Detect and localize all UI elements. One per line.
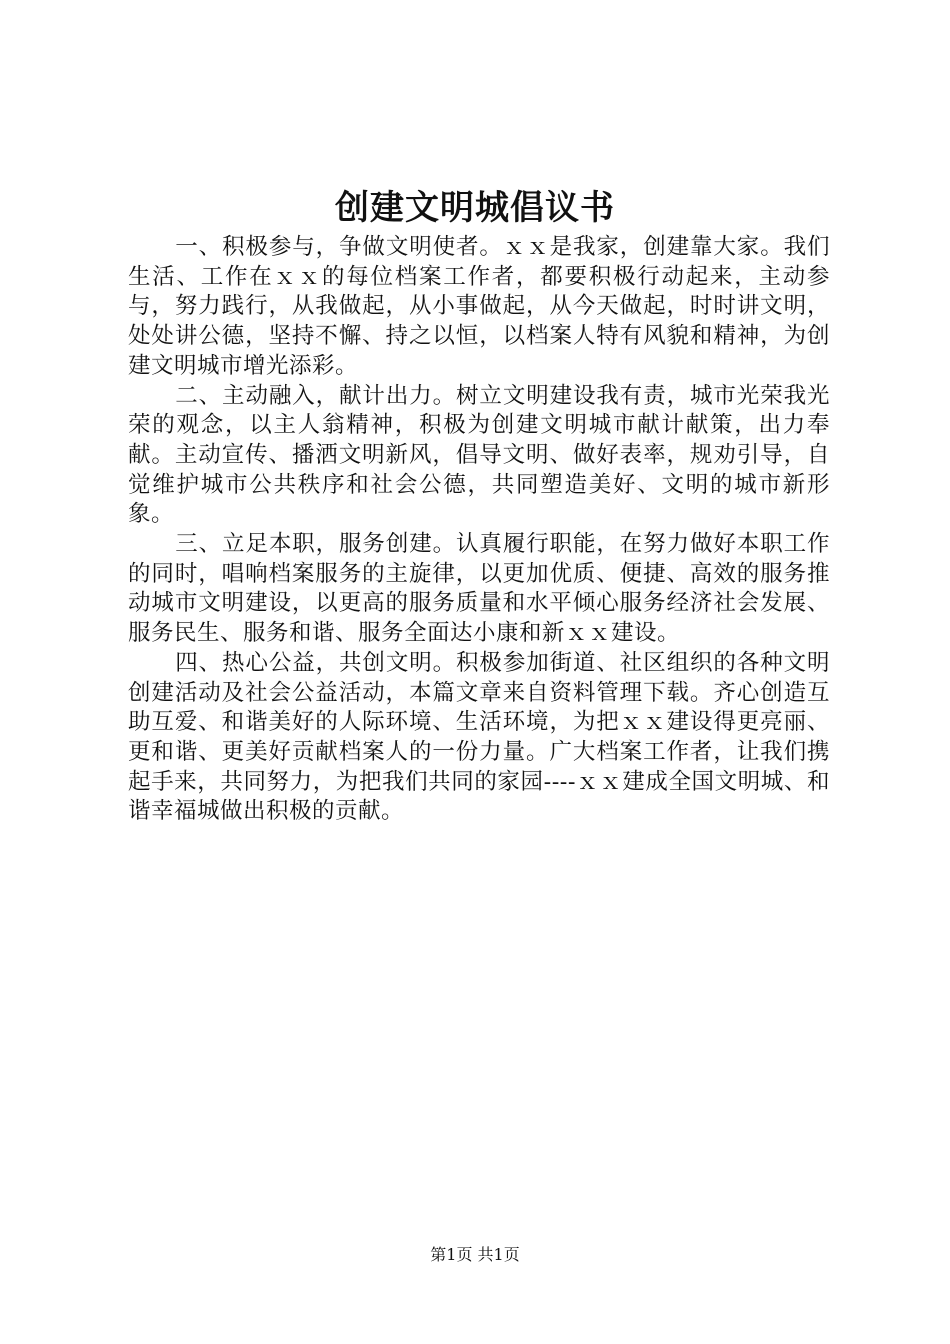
page-footer: 第1页 共1页 [430,1245,520,1264]
paragraph-2: 二、主动融入，献计出力。树立文明建设我有责，城市光荣我光荣的观念，以主人翁精神，积极为创建文明城市献计献策，出力奉献。主动宣传、播洒文明新风，倡导文明、做好表率，规劝引导，自觉维护城市公共秩序和社会公德，共同塑造美好、文明的城市新形象。 [128,382,830,528]
document-body [128,233,830,827]
paragraph-4: 四、热心公益，共创文明。积极参加街道、社区组织的各种文明创建活动及社会公益活动，本篇文章来自资料管理下载。齐心创造互助互爱、和谐美好的人际环境、生活环境，为把ｘｘ建设得更亮丽、更和谐、更美好贡献档案人的一份力量。广大档案工作者，让我们携起手来，共同努力，为把我们共同的家园----ｘｘ建成全国文明城、和谐幸福城做出积极的贡献。 [128,649,830,825]
paragraph-1: 一、积极参与，争做文明使者。ｘｘ是我家，创建靠大家。我们生活、工作在ｘｘ的每位档案工作者，都要积极行动起来，主动参与，努力践行，从我做起，从小事做起，从今天做起，时时讲文明，处处讲公德，坚持不懈、持之以恒，以档案人特有风貌和精神，为创建文明城市增光添彩。 [128,234,830,379]
document-title: 创建文明城倡议书 [335,188,615,228]
paragraph-3: 三、立足本职，服务创建。认真履行职能，在努力做好本职工作的同时，唱响档案服务的主旋律，以更加优质、便捷、高效的服务推动城市文明建设，以更高的服务质量和水平倾心服务经济社会发展、服务民生、服务和谐、服务全面达小康和新ｘｘ建设。 [128,531,830,647]
